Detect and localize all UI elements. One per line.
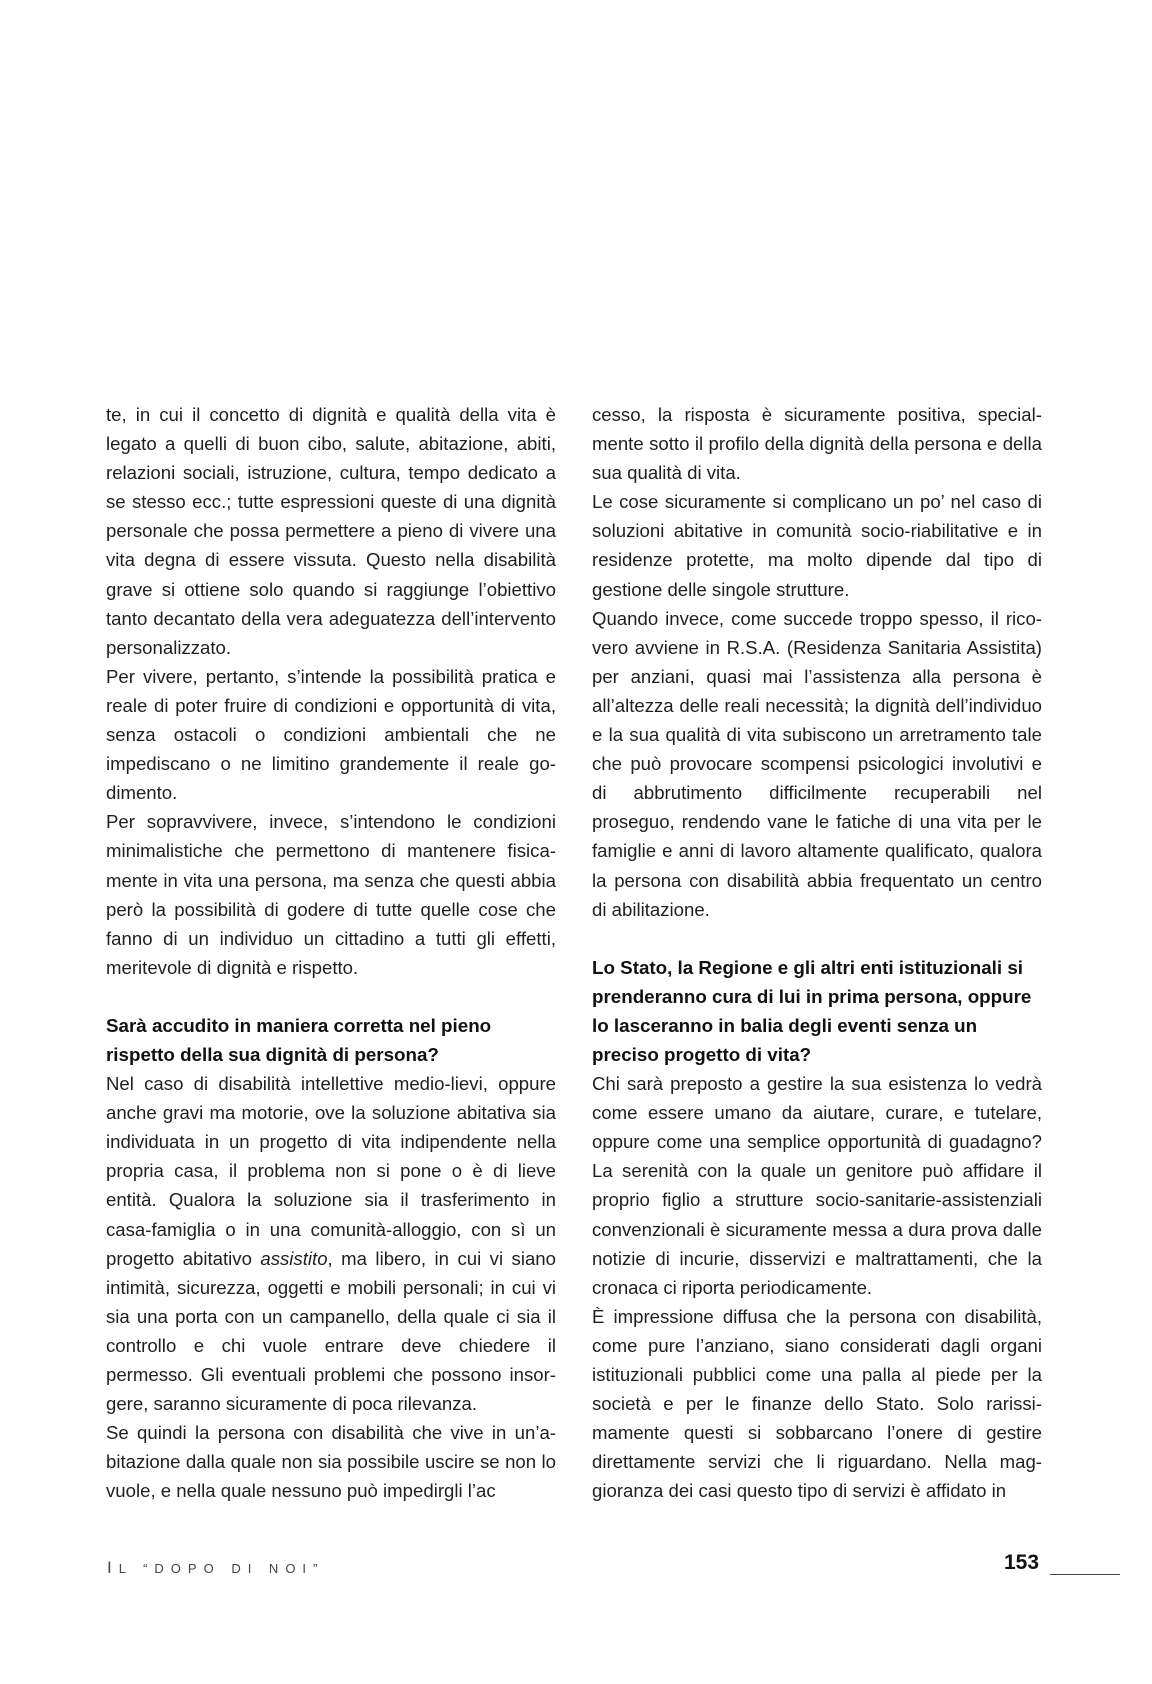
paragraph-text: Nel caso di disabilità intellettive medio-lievi, oppure anche gravi ma motorie, ove la soluzione abitativa sia individuata in un progetto di vita indipendente nella propria casa, il problema non si pone o è di lieve entità. Qualora la soluzione sia il trasferimento in casa-famiglia o in una comunità-alloggio, con sì un progetto abitativo <box>106 1073 556 1269</box>
running-title <box>107 1558 324 1578</box>
spacer <box>592 924 1042 953</box>
footer-rule <box>1050 1574 1120 1575</box>
spacer <box>106 982 556 1011</box>
paragraph: Chi sarà preposto a gestire la sua esistenza lo vedrà come essere umano da aiutare, curare, e tutelare, oppure come una semplice opportunità di guadagno? La serenità con la quale un genitore può affidare il proprio figlio a strutture socio-sanitarie-assistenziali convenzionali è sicuramente messa a dura prova dalle notizie di incurie, disservizi e maltrattamenti, che la cronaca ci riporta periodicamente. <box>592 1073 1042 1298</box>
paragraph <box>106 1069 556 1418</box>
section-heading: Lo Stato, la Regione e gli altri enti istituzionali si prenderanno cura di lui in prima persona, oppure lo lasceranno in balia degli eventi senza un preciso progetto di vita? <box>592 956 1032 1065</box>
emphasized-word: assistito <box>260 1247 328 1269</box>
page-number: 153 <box>1004 1551 1040 1574</box>
paragraph: Le cose sicuramente si complicano un po’ nel caso di soluzioni abitative in comunità socio-riabilitative e in residenze protette, ma molto dipende dal tipo di gestione delle singole strutture. <box>592 491 1042 600</box>
paragraph: Se quindi la persona con disabilità che vive in un’abitazione dalla quale non sia possibile uscire se non lo vuole, e nella quale nessuno può impedirgli l’ac <box>106 1422 556 1502</box>
section-heading: Sarà accudito in maniera corretta nel pieno rispetto della sua dignità di persona? <box>106 1014 492 1065</box>
running-title-rest: L “DOPO DI NOI” <box>118 1561 325 1576</box>
left-text-column <box>106 400 556 1505</box>
paragraph-text: , ma libero, in cui vi siano intimità, sicurezza, oggetti e mobili personali; in cui vi sia una porta con un campanello, della quale ci sia il controllo e chi vuole entrare deve chiedere il permesso. Gli eventuali problemi che possono insorgere, saranno sicuramente di poca rilevanza. <box>106 1247 556 1415</box>
paragraph: cesso, la risposta è sicuramente positiva, specialmente sotto il profilo della dignità della persona e della sua qualità di vita. <box>592 404 1042 484</box>
paragraph: È impressione diffusa che la persona con disabilità, come pure l’anziano, siano considerati dagli organi istituzionali pubblici come una palla al piede per la società e per le finanze dello Stato. Solo rarissimamente questi si sobbarcano l’onere di gestire direttamente servizi che li riguardano. Nella maggioranza dei casi questo tipo di servizi è affidato in <box>592 1305 1042 1502</box>
paragraph: Per sopravvivere, invece, s’intendono le condizioni minimalistiche che permettono di mantenere fisicamente in vita una persona, ma senza che questi abbia però la possibilità di godere di tutte quelle cose che fanno di un individuo un cittadino a tutti gli effetti, meritevole di dignità e rispetto. <box>106 811 556 978</box>
paragraph: Per vivere, pertanto, s’intende la possibilità pratica e reale di poter fruire di condizioni e opportunità di vita, senza ostacoli o condizioni ambientali che ne impediscano o ne limitino grandemente il reale godimento. <box>106 665 556 804</box>
right-text-column <box>592 400 1042 1505</box>
paragraph: te, in cui il concetto di dignità e qualità della vita è legato a quelli di buon cibo, salute, abitazione, abiti, relazioni sociali, istruzione, cultura, tempo dedicato a se stesso ecc.; tutte espressioni queste di una dignità personale che possa permettere a pieno di vivere una vita degna di essere vissuta. Questo nella disabilità grave si ottiene solo quando si raggiunge l’obiettivo tanto decantato della vera adeguatezza dell’intervento personalizzato. <box>106 404 556 658</box>
paragraph: Quando invece, come succede troppo spesso, il ricovero avviene in R.S.A. (Residenza Sanitaria Assistita) per anziani, quasi mai l’assistenza alla persona è all’altezza delle reali necessità; la dignità dell’individuo e la sua qualità di vita subiscono un arretramento tale che può provocare scompensi psicologici involutivi e di abbrutimento difficilmente recuperabili nel proseguo, rendendo vane le fatiche di una vita per le famiglie e anni di lavoro altamente qualificato, qualora la persona con disabilità abbia frequentato un centro di abilitazione. <box>592 607 1042 920</box>
running-title-initial: I <box>107 1558 119 1577</box>
